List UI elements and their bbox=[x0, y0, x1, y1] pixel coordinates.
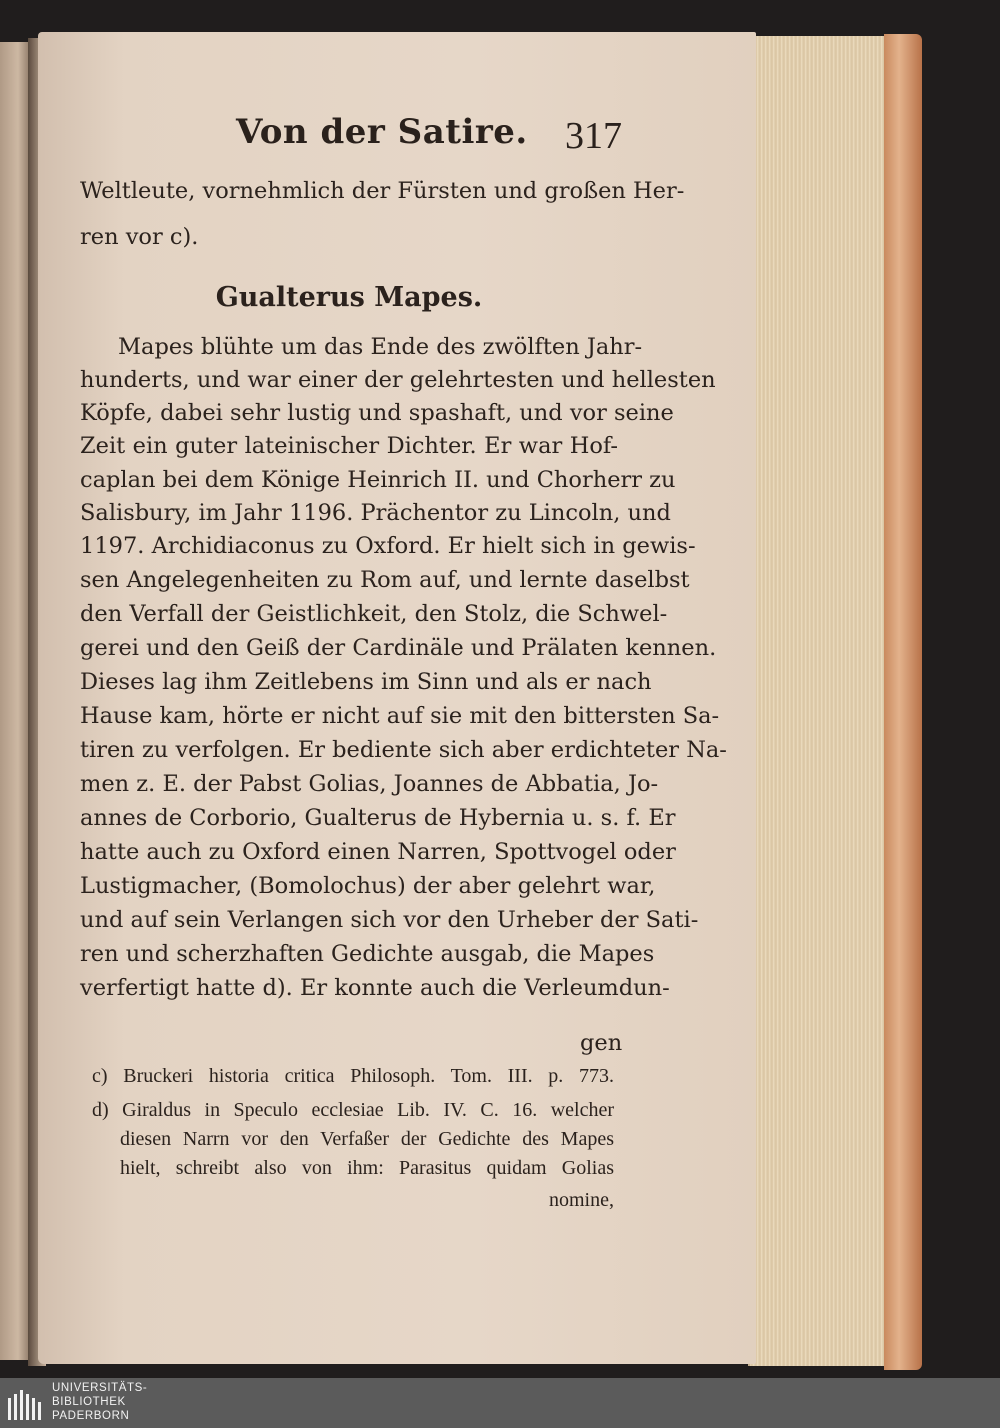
running-head bbox=[236, 112, 626, 172]
running-title: Von der Satire. bbox=[236, 112, 528, 152]
text-line: verfertigt hatte d). Er konnte auch die Verleumdun- bbox=[80, 975, 670, 1001]
text-line: Weltleute, vornehmlich der Fürsten und großen Her- bbox=[80, 178, 685, 204]
text-line: ren vor c). bbox=[80, 224, 199, 250]
page-block-edges bbox=[748, 36, 890, 1366]
logo-text-line: BIBLIOTHEK bbox=[52, 1396, 126, 1408]
text-line: caplan bei dem Könige Heinrich II. und Chorherr zu bbox=[80, 467, 676, 493]
text-line: und auf sein Verlangen sich vor den Urheber der Sati- bbox=[80, 907, 699, 933]
catchword: gen bbox=[580, 1030, 623, 1056]
logo-text-line: PADERBORN bbox=[52, 1410, 130, 1422]
library-footer-bar bbox=[0, 1378, 1000, 1428]
page-number: 317 bbox=[565, 115, 622, 157]
text-line: Dieses lag ihm Zeitlebens im Sinn und als er nach bbox=[80, 669, 652, 695]
text-line: hunderts, und war einer der gelehrtesten und hellesten bbox=[80, 367, 716, 393]
book-cover-edge bbox=[884, 34, 922, 1370]
text-line: annes de Corborio, Gualterus de Hybernia u. s. f. Er bbox=[80, 805, 676, 831]
text-line: Mapes blühte um das Ende des zwölften Jahr- bbox=[118, 334, 643, 360]
university-library-logo-icon bbox=[4, 1384, 44, 1424]
footnote-d-line: nomine, bbox=[549, 1189, 614, 1211]
text-line: sen Angelegenheiten zu Rom auf, und lernte daselbst bbox=[80, 567, 690, 593]
text-line: gerei und den Geiß der Cardinäle und Prälaten kennen. bbox=[80, 635, 717, 661]
text-line: ren und scherzhaften Gedichte ausgab, die Mapes bbox=[80, 941, 655, 967]
facing-page-edge bbox=[0, 42, 30, 1360]
text-line: tiren zu verfolgen. Er bediente sich aber erdichteter Na- bbox=[80, 737, 727, 763]
text-line: Hause kam, hörte er nicht auf sie mit den bittersten Sa- bbox=[80, 703, 720, 729]
logo-text-line: UNIVERSITÄTS- bbox=[52, 1382, 148, 1394]
text-line: den Verfall der Geistlichkeit, den Stolz, die Schwel- bbox=[80, 601, 668, 627]
footnote-c: c) Bruckeri historia critica Philosoph. Tom. III. p. 773. bbox=[92, 1065, 614, 1087]
text-line: men z. E. der Pabst Golias, Joannes de Abbatia, Jo- bbox=[80, 771, 659, 797]
footnote-d: d) Giraldus in Speculo ecclesiae Lib. IV. C. 16. welcher bbox=[92, 1099, 614, 1121]
text-line: Salisbury, im Jahr 1196. Prächentor zu Lincoln, und bbox=[80, 500, 671, 526]
footnote-d-line: hielt, schreibt also von ihm: Parasitus quidam Golias bbox=[120, 1157, 614, 1179]
text-line: Zeit ein guter lateinischer Dichter. Er war Hof- bbox=[80, 433, 618, 459]
text-line: 1197. Archidiaconus zu Oxford. Er hielt sich in gewis- bbox=[80, 533, 696, 559]
text-line: hatte auch zu Oxford einen Narren, Spottvogel oder bbox=[80, 839, 676, 865]
text-line: Lustigmacher, (Bomolochus) der aber gelehrt war, bbox=[80, 873, 656, 899]
text-line: Köpfe, dabei sehr lustig und spashaft, und vor seine bbox=[80, 400, 674, 426]
footnote-d-line: diesen Narrn vor den Verfaßer der Gedichte des Mapes bbox=[120, 1128, 614, 1150]
section-heading: Gualterus Mapes. bbox=[215, 282, 483, 313]
